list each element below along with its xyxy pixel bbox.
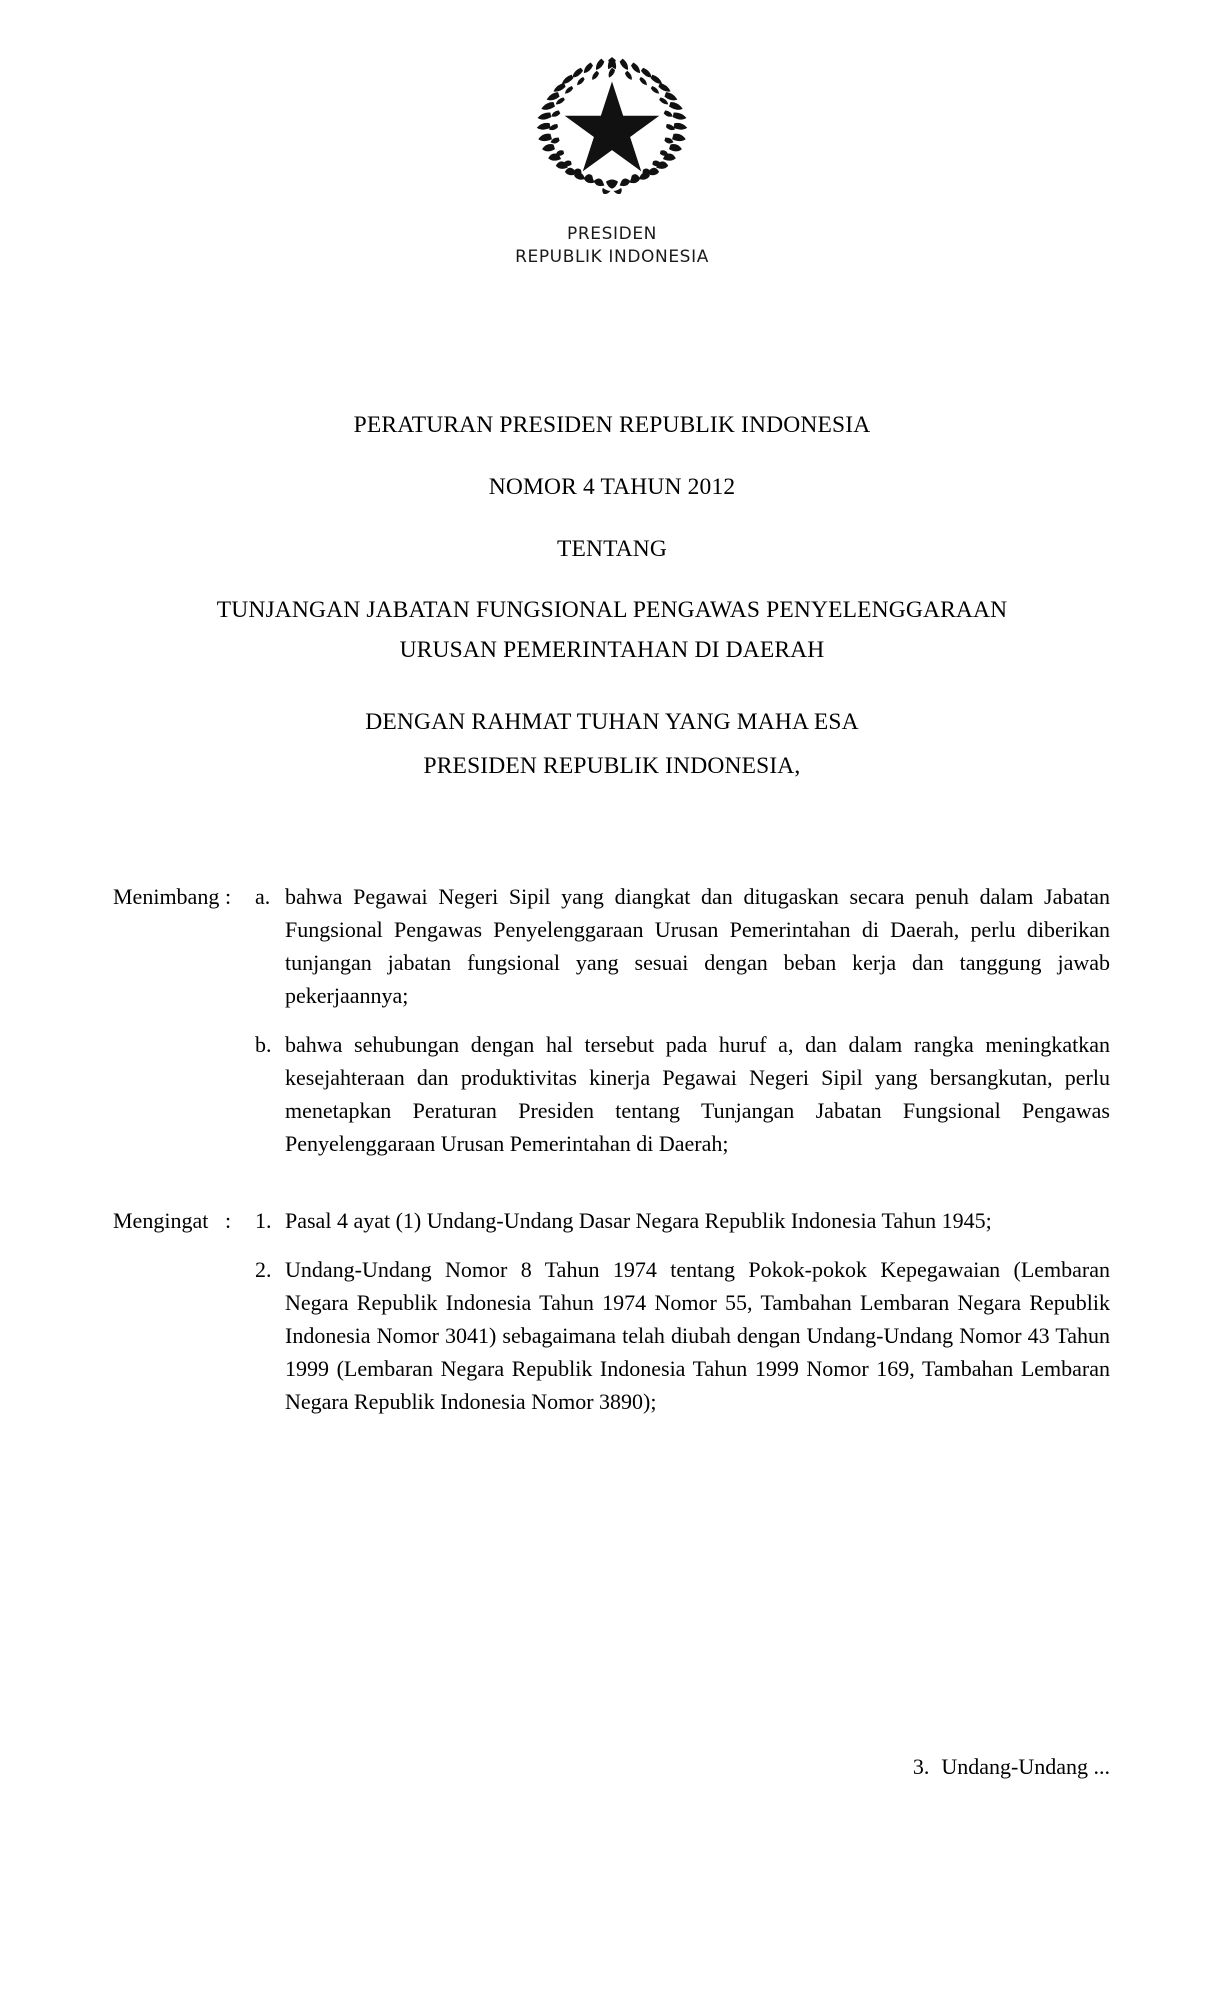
clause-label-mengingat: Mengingat: [113, 1208, 209, 1233]
clause-item-marker: b.: [255, 1032, 272, 1057]
clause-item-text: Pasal 4 ayat (1) Undang-Undang Dasar Negara Republik Indonesia Tahun 1945;: [285, 1208, 992, 1233]
clause-item: [255, 1028, 1110, 1160]
clause-item-marker: 2.: [255, 1257, 272, 1282]
clause-label-menimbang: Menimbang: [113, 884, 220, 909]
page-title: PERATURAN PRESIDEN REPUBLIK INDONESIA: [353, 412, 871, 438]
clause-item-marker: a.: [255, 884, 271, 909]
document-title-block: [112, 404, 1112, 788]
continuation-footer: [0, 1750, 1224, 1783]
title-spacer-2: [112, 508, 1112, 528]
clause-colon: :: [225, 1208, 232, 1233]
continuation-text: Undang-Undang ...: [941, 1754, 1110, 1779]
clause-item-text: bahwa Pegawai Negeri Sipil yang diangkat dan ditugaskan secara penuh dalam Jabatan Fungsional Pengawas Penyelenggaraan Urusan Pemerintahan di Daerah, perlu diberikan tunjangan jabatan fungsional yang sesuai dengan beban kerja dan tanggung jawab pekerjaannya;: [285, 884, 1110, 1008]
clause-row: [0, 880, 1224, 1160]
letterhead-caption-line-2: REPUBLIK INDONESIA: [515, 246, 709, 267]
clause-item: [255, 1253, 1110, 1418]
clause-item-text: Undang-Undang Nomor 8 Tahun 1974 tentang Pokok-pokok Kepegawaian (Lembaran Negara Republik Indonesia Tahun 1974 Nomor 55, Tambahan Lembaran Negara Republik Indonesia Nomor 3041) sebagaimana telah diubah dengan Undang-Undang Nomor 43 Tahun 1999 (Lembaran Negara Republik Indonesia Tahun 1999 Nomor 169, Tambahan Lembaran Negara Republik Indonesia Nomor 3890);: [285, 1257, 1110, 1414]
title-spacer-1: [112, 446, 1112, 466]
title-spacer-3: [112, 570, 1112, 590]
issuer-line: PRESIDEN REPUBLIK INDONESIA,: [423, 753, 801, 779]
letterhead-caption: [0, 223, 1224, 269]
about-label: TENTANG: [556, 536, 668, 562]
clause-item: [255, 1204, 1110, 1237]
blessing-line: DENGAN RAHMAT TUHAN YANG MAHA ESA: [365, 709, 859, 735]
clause-item-marker: 1.: [255, 1208, 272, 1233]
clause-sections: [0, 880, 1224, 1418]
clause-row: [0, 1204, 1224, 1418]
letterhead-caption-line-1: PRESIDEN: [567, 224, 657, 244]
subject-line-1: TUNJANGAN JABATAN FUNGSIONAL PENGAWAS PENYELENGGARAAN: [216, 597, 1008, 623]
title-spacer-4: [112, 670, 1112, 700]
subject-line-2: URUSAN PEMERINTAHAN DI DAERAH: [399, 637, 825, 663]
clause-colon: :: [225, 884, 232, 909]
regulation-number: NOMOR 4 TAHUN 2012: [488, 474, 736, 500]
letterhead: [0, 48, 1224, 269]
continuation-marker: 3.: [912, 1754, 930, 1779]
clause-section-mengingat: [0, 1204, 1224, 1418]
clause-item-list: [255, 880, 1110, 1160]
presidential-emblem-icon: [536, 48, 688, 200]
clause-section-menimbang: [0, 880, 1224, 1160]
clause-item: [255, 880, 1110, 1012]
clause-item-list: [255, 1204, 1110, 1418]
clause-item-text: bahwa sehubungan dengan hal tersebut pada huruf a, dan dalam rangka meningkatkan kesejahteraan dan produktivitas kinerja Pegawai Negeri Sipil yang bersangkutan, perlu menetapkan Peraturan Presiden tentang Tunjangan Jabatan Fungsional Pengawas Penyelenggaraan Urusan Pemerintahan di Daerah;: [285, 1032, 1110, 1156]
